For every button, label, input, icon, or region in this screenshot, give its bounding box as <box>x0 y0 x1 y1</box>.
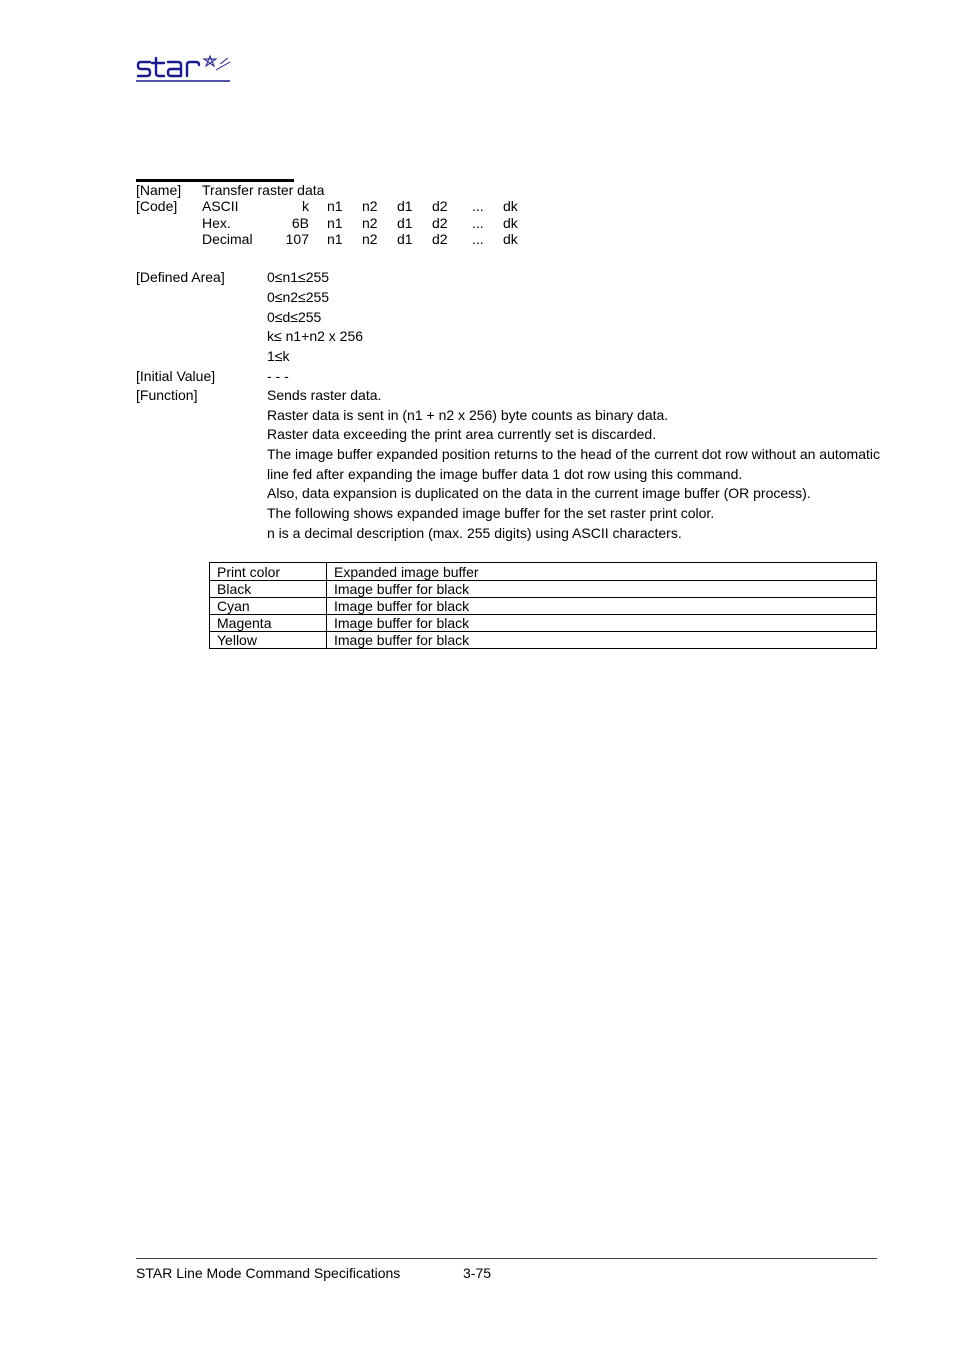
defined-area-label: [Defined Area] <box>136 269 225 285</box>
defined-area-item: 1≤k <box>267 348 290 364</box>
code-row-label: Decimal <box>202 231 253 247</box>
code-row-label: ASCII <box>202 198 239 214</box>
code-row-dots: ... <box>472 215 484 231</box>
table-cell: Image buffer for black <box>327 581 877 598</box>
function-line: Sends raster data. <box>267 387 382 403</box>
table-cell: Yellow <box>210 632 327 649</box>
code-row-cmd: k <box>302 198 309 214</box>
defined-area-item: k≤ n1+n2 x 256 <box>267 328 364 344</box>
function-line: Raster data exceeding the print area currently set is discarded. <box>267 426 657 442</box>
code-row-dk: dk <box>503 198 518 214</box>
function-line: line fed after expanding the image buffer data 1 dot row using this command. <box>267 466 743 482</box>
code-row-n1: n1 <box>327 215 343 231</box>
table-cell: Magenta <box>210 615 327 632</box>
star-logo <box>136 54 232 84</box>
code-row-cmd: 6B <box>291 215 309 231</box>
table-cell: Image buffer for black <box>327 632 877 649</box>
footer-page-number: 3-75 <box>463 1265 492 1281</box>
code-row-dk: dk <box>503 231 518 247</box>
function-line: n is a decimal description (max. 255 digits) using ASCII characters. <box>267 525 682 541</box>
code-label: [Code] <box>136 198 178 214</box>
code-row-d2: d2 <box>432 215 448 231</box>
code-row-label: Hex. <box>202 215 231 231</box>
footer-divider <box>136 1258 877 1259</box>
code-row-d2: d2 <box>432 231 448 247</box>
code-row-d1: d1 <box>397 198 413 214</box>
footer-doc-title: STAR Line Mode Command Specifications <box>136 1265 401 1281</box>
table-cell: Black <box>210 581 327 598</box>
defined-area-item: 0≤n2≤255 <box>267 289 330 305</box>
svg-text:star: star <box>136 54 138 55</box>
table-cell: Image buffer for black <box>327 615 877 632</box>
function-line: The image buffer expanded position returns to the head of the current dot row without an automatic <box>267 446 881 462</box>
function-label: [Function] <box>136 387 198 403</box>
table-header-row <box>210 563 877 581</box>
initial-value-label: [Initial Value] <box>136 368 216 384</box>
defined-area-item: 0≤d≤255 <box>267 309 322 325</box>
defined-area-item: 0≤n1≤255 <box>267 269 330 285</box>
function-line: Raster data is sent in (n1 + n2 x 256) byte counts as binary data. <box>267 407 669 423</box>
code-row-d1: d1 <box>397 215 413 231</box>
table-row <box>210 632 877 649</box>
table-row <box>210 598 877 615</box>
code-row-dots: ... <box>472 198 484 214</box>
code-row-n2: n2 <box>362 231 378 247</box>
table-row <box>210 581 877 598</box>
code-row-n1: n1 <box>327 231 343 247</box>
code-row-dk: dk <box>503 215 518 231</box>
code-row-n1: n1 <box>327 198 343 214</box>
table-header-cell: Expanded image buffer <box>327 563 877 581</box>
function-line: The following shows expanded image buffer for the set raster print color. <box>267 505 715 521</box>
print-color-table <box>209 562 877 649</box>
code-row-d1: d1 <box>397 231 413 247</box>
code-row-dots: ... <box>472 231 484 247</box>
name-value: Transfer raster data <box>202 182 325 198</box>
code-row-n2: n2 <box>362 215 378 231</box>
table-row <box>210 615 877 632</box>
table-cell: Image buffer for black <box>327 598 877 615</box>
code-row-n2: n2 <box>362 198 378 214</box>
table-header-cell: Print color <box>210 563 327 581</box>
name-label: [Name] <box>136 182 182 198</box>
initial-value: - - - <box>267 368 289 384</box>
code-row-d2: d2 <box>432 198 448 214</box>
table-cell: Cyan <box>210 598 327 615</box>
function-line: Also, data expansion is duplicated on the data in the current image buffer (OR process). <box>267 485 811 501</box>
code-row-cmd: 107 <box>285 231 309 247</box>
